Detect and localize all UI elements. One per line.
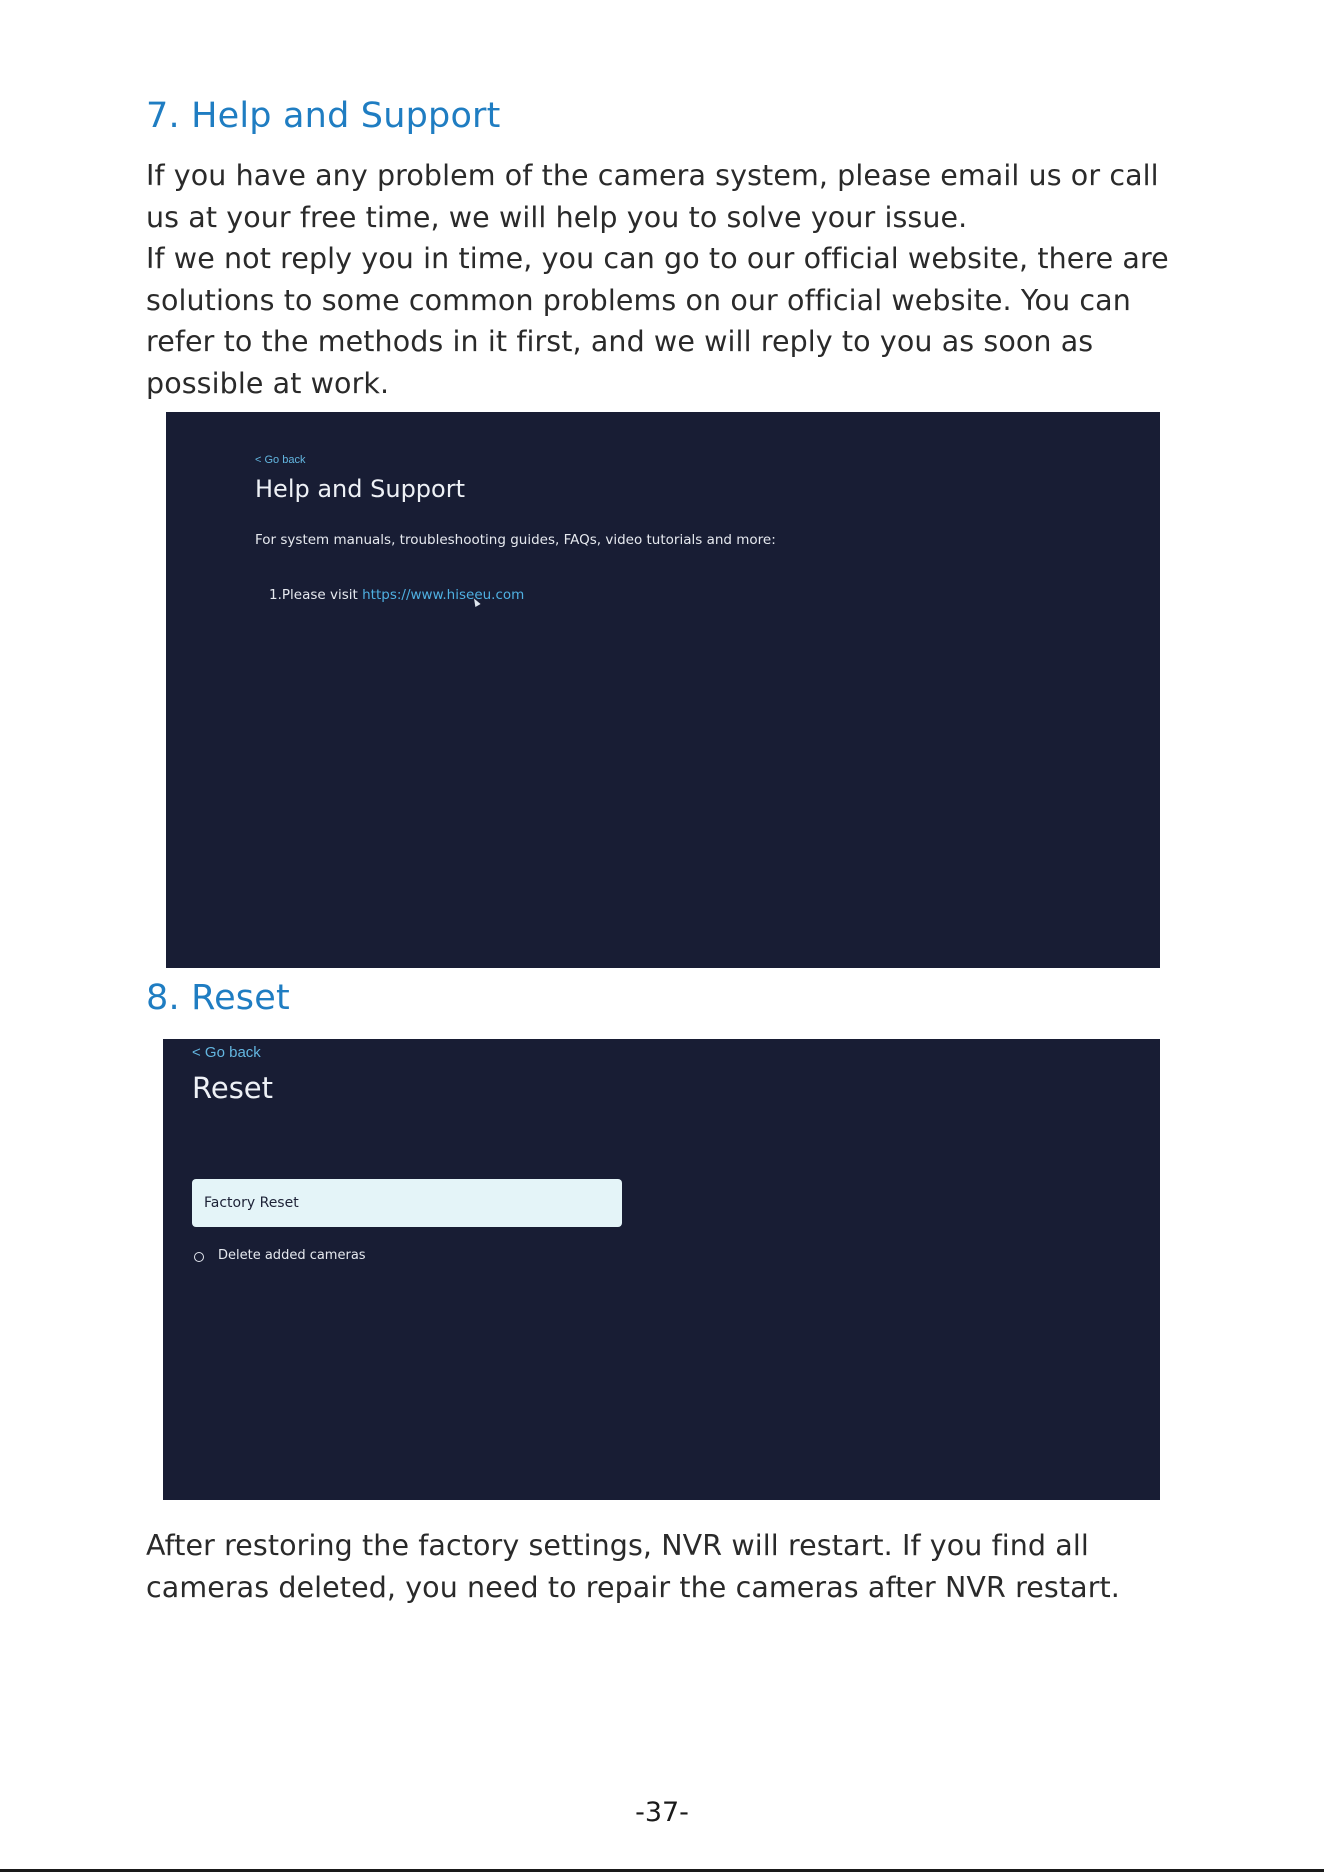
screen-title: Help and Support xyxy=(255,475,465,503)
section-heading-help-support: 7. Help and Support xyxy=(146,96,501,136)
support-description: For system manuals, troubleshooting guides, FAQs, video tutorials and more: xyxy=(255,532,776,548)
reset-paragraph: After restoring the factory settings, NVR will restart. If you find all cameras deleted, you need to repair the cameras after NVR restart. xyxy=(146,1529,1120,1604)
support-website-link[interactable]: https://www.hiseeu.com xyxy=(362,587,525,603)
page-number: -37- xyxy=(635,1797,689,1828)
visit-line xyxy=(269,587,524,603)
delete-cameras-label: Delete added cameras xyxy=(218,1248,366,1263)
section-heading-reset: 8. Reset xyxy=(146,978,290,1018)
help-paragraph-contact: If you have any problem of the camera system, please email us or call us at your free time, we will help you to solve your issue. xyxy=(146,159,1159,234)
go-back-link[interactable]: < Go back xyxy=(192,1044,261,1061)
help-paragraph-website: If we not reply you in time, you can go to our official website, there are solutions to some common problems on our official website. You can refer to the methods in it first, and we will reply to you as soon as possible at work. xyxy=(146,242,1169,400)
factory-reset-button[interactable]: Factory Reset xyxy=(192,1179,622,1227)
delete-cameras-radio[interactable] xyxy=(194,1252,204,1262)
visit-label: 1.Please visit xyxy=(269,587,358,603)
go-back-link[interactable]: < Go back xyxy=(255,454,306,466)
help-support-screenshot xyxy=(166,412,1160,968)
screen-title: Reset xyxy=(192,1071,274,1105)
reset-screenshot xyxy=(163,1039,1160,1500)
